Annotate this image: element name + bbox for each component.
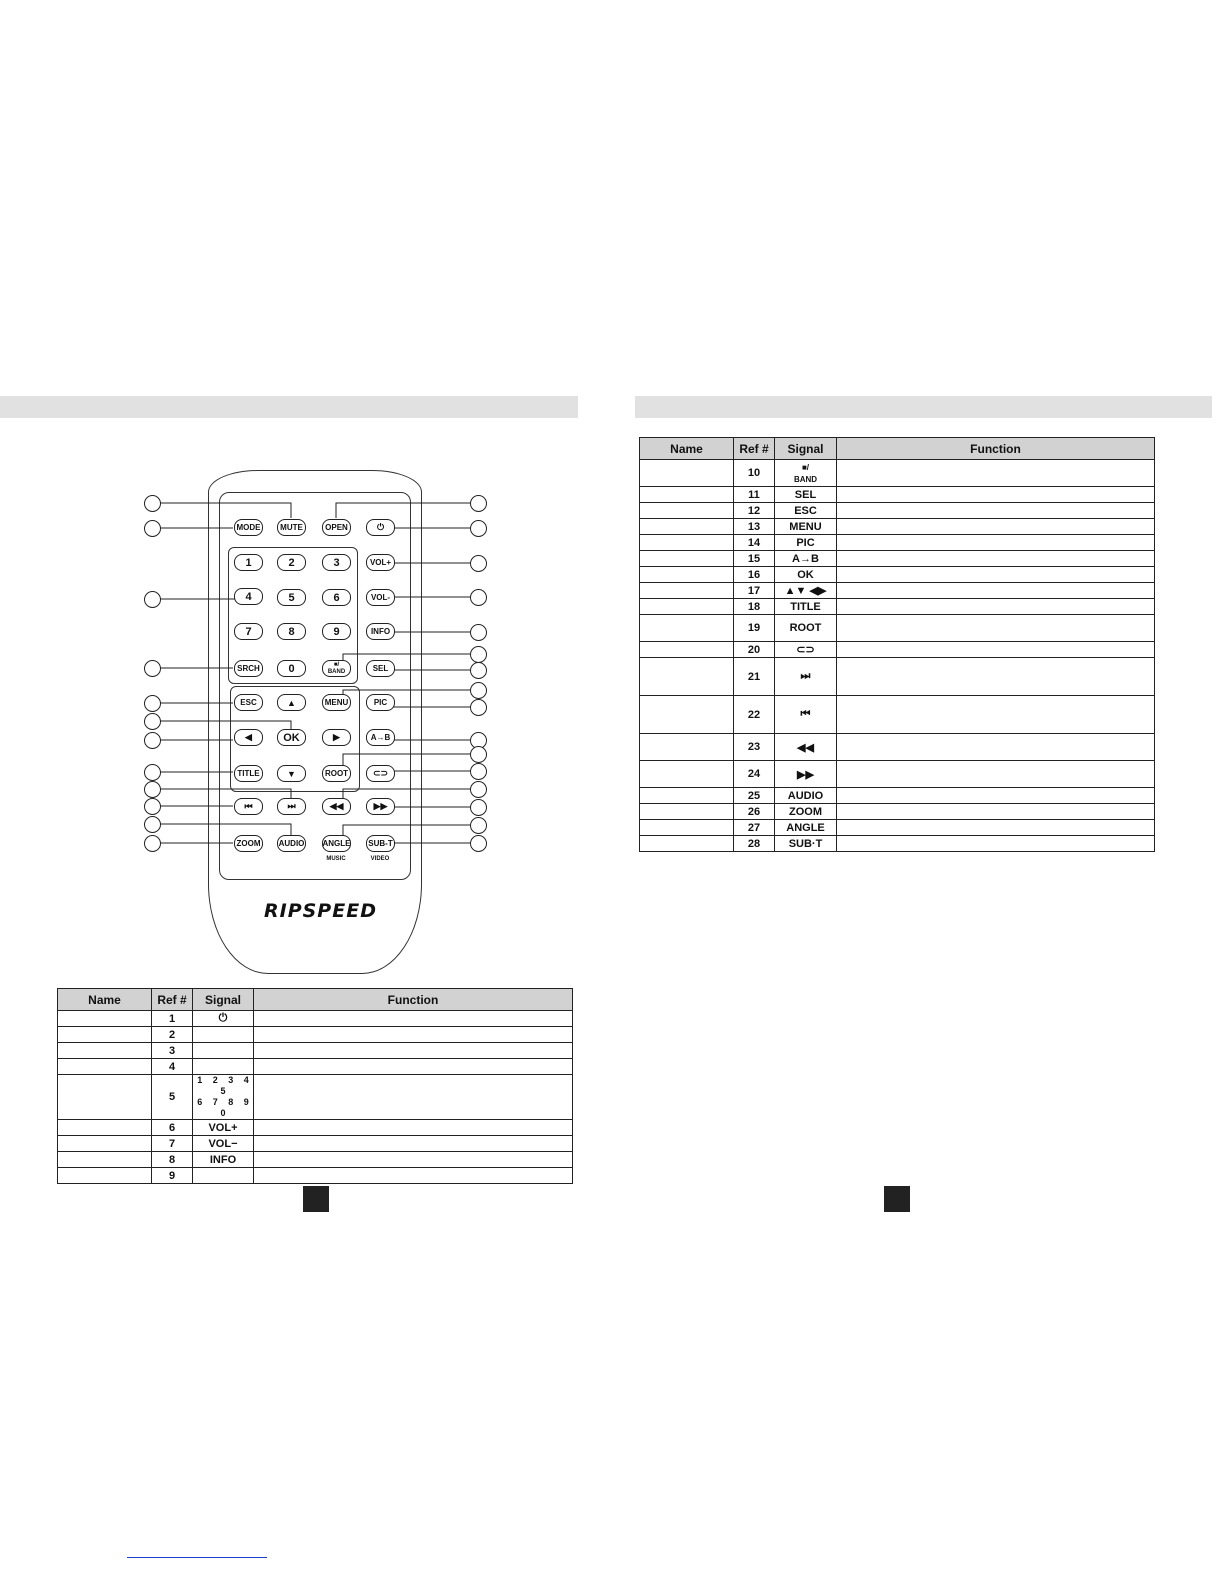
- fast-forward-icon: ▶▶: [366, 798, 395, 815]
- table-header-row: [640, 438, 1155, 460]
- info-button: INFO: [366, 623, 395, 640]
- band-line1: ■/: [801, 463, 810, 472]
- key-2-button: 2: [277, 554, 306, 571]
- callout-circle: [470, 746, 487, 763]
- ref-header: Ref #: [152, 989, 193, 1011]
- fast-forward-icon: ▶▶: [775, 761, 837, 788]
- up-arrow-icon: ▲: [277, 694, 306, 711]
- ref-cell: 4: [152, 1059, 193, 1075]
- table-row: [640, 658, 1155, 696]
- search-button: SRCH: [234, 660, 263, 677]
- signal-cell: VOL−: [193, 1136, 254, 1152]
- signal-header: Signal: [775, 438, 837, 460]
- ref-cell: 14: [734, 535, 775, 551]
- vol-down-button: VOL-: [366, 589, 395, 606]
- next-track-icon: ⏭: [277, 798, 306, 815]
- ref-cell: 18: [734, 599, 775, 615]
- signal-cell: ESC: [775, 503, 837, 519]
- signal-cell: SUB·T: [775, 836, 837, 852]
- key-8-button: 8: [277, 623, 306, 640]
- rewind-icon: ◀◀: [775, 734, 837, 761]
- page-number-marker-right: [884, 1186, 910, 1212]
- ref-cell: 5: [152, 1075, 193, 1120]
- callout-circle: [470, 520, 487, 537]
- music-sublabel: MUSIC: [326, 856, 346, 862]
- power-icon: ⏻: [193, 1011, 254, 1027]
- callout-circle: [470, 624, 487, 641]
- ref-cell: 17: [734, 583, 775, 599]
- key-7-button: 7: [234, 623, 263, 640]
- table-row: [58, 1168, 573, 1184]
- previous-track-icon: ⏮: [234, 798, 263, 815]
- key-6-button: 6: [322, 589, 351, 606]
- table-row: [58, 1152, 573, 1168]
- ref-cell: 2: [152, 1027, 193, 1043]
- ref-cell: 15: [734, 551, 775, 567]
- signal-cell: ZOOM: [775, 804, 837, 820]
- signal-header: Signal: [193, 989, 254, 1011]
- callout-circle: [470, 662, 487, 679]
- table-header-row: [58, 989, 573, 1011]
- callout-circle: [144, 781, 161, 798]
- ref-cell: 23: [734, 734, 775, 761]
- key-0-button: 0: [277, 660, 306, 677]
- ref-cell: 19: [734, 615, 775, 642]
- table-row: [640, 567, 1155, 583]
- callout-circle: [144, 520, 161, 537]
- ref-cell: 22: [734, 696, 775, 734]
- root-button: ROOT: [322, 765, 351, 782]
- callout-circle: [470, 817, 487, 834]
- signal-cell: OK: [775, 567, 837, 583]
- stop-band-icon: [775, 460, 837, 487]
- ref-cell: 10: [734, 460, 775, 487]
- number-keys-line1: 1 2 3 4 5: [197, 1075, 253, 1096]
- table-row: [58, 1136, 573, 1152]
- ok-button: OK: [277, 729, 306, 746]
- table-row: [640, 535, 1155, 551]
- table-row: [640, 599, 1155, 615]
- callout-circle: [144, 495, 161, 512]
- table-row: [58, 1059, 573, 1075]
- vol-up-button: VOL+: [366, 554, 395, 571]
- ref-cell: 3: [152, 1043, 193, 1059]
- table-row: [640, 487, 1155, 503]
- callout-circle: [144, 764, 161, 781]
- signal-cell: SEL: [775, 487, 837, 503]
- sel-button: SEL: [366, 660, 395, 677]
- previous-track-icon: ⏮: [775, 696, 837, 734]
- function-header: Function: [837, 438, 1155, 460]
- pic-button: PIC: [366, 694, 395, 711]
- ref-cell: 9: [152, 1168, 193, 1184]
- table-row: [640, 734, 1155, 761]
- signal-cell: ANGLE: [775, 820, 837, 836]
- direction-arrows-icon: ▲▼ ◀▶: [775, 583, 837, 599]
- stop-band-button: ■/ BAND: [322, 660, 351, 677]
- signal-cell: PIC: [775, 535, 837, 551]
- mute-button: MUTE: [277, 519, 306, 536]
- open-button: OPEN: [322, 519, 351, 536]
- callout-circle: [470, 555, 487, 572]
- right-function-table: [639, 437, 1155, 852]
- table-row: [640, 761, 1155, 788]
- callout-circle: [144, 713, 161, 730]
- ref-cell: 13: [734, 519, 775, 535]
- ref-cell: 27: [734, 820, 775, 836]
- table-row: [58, 1043, 573, 1059]
- table-row: [640, 503, 1155, 519]
- next-track-icon: ⏭: [775, 658, 837, 696]
- callout-circle: [470, 835, 487, 852]
- ref-cell: 8: [152, 1152, 193, 1168]
- ref-header: Ref #: [734, 438, 775, 460]
- rewind-icon: ◀◀: [322, 798, 351, 815]
- function-header: Function: [254, 989, 573, 1011]
- table-row: [58, 1120, 573, 1136]
- signal-cell: VOL+: [193, 1120, 254, 1136]
- repeat-icon: ⊂⊃: [366, 765, 395, 782]
- callout-circle: [144, 835, 161, 852]
- ref-cell: 25: [734, 788, 775, 804]
- audio-button: AUDIO: [277, 835, 306, 852]
- menu-button: MENU: [322, 694, 351, 711]
- video-sublabel: VIDEO: [370, 856, 390, 862]
- mode-button: MODE: [234, 519, 263, 536]
- table-row: [640, 820, 1155, 836]
- callout-circle: [144, 591, 161, 608]
- table-row: [640, 642, 1155, 658]
- ref-cell: 21: [734, 658, 775, 696]
- zoom-button: ZOOM: [234, 835, 263, 852]
- callout-circle: [470, 589, 487, 606]
- down-arrow-icon: ▼: [277, 765, 306, 782]
- ref-cell: 20: [734, 642, 775, 658]
- brand-logo: RIPSPEED: [264, 900, 377, 922]
- esc-button: ESC: [234, 694, 263, 711]
- signal-cell: A→B: [775, 551, 837, 567]
- table-row: [640, 519, 1155, 535]
- callout-circle: [144, 695, 161, 712]
- callout-circle: [144, 816, 161, 833]
- callout-circle: [144, 660, 161, 677]
- left-function-table: [57, 988, 573, 1184]
- table-row: [640, 788, 1155, 804]
- callout-circle: [470, 682, 487, 699]
- signal-cell: TITLE: [775, 599, 837, 615]
- repeat-icon: ⊂⊃: [775, 642, 837, 658]
- callout-circle: [470, 781, 487, 798]
- table-row: [640, 836, 1155, 852]
- ref-cell: 26: [734, 804, 775, 820]
- table-row: [640, 460, 1155, 487]
- key-9-button: 9: [322, 623, 351, 640]
- signal-cell: [193, 1059, 254, 1075]
- key-1-button: 1: [234, 554, 263, 571]
- callout-circle: [144, 732, 161, 749]
- ref-cell: 11: [734, 487, 775, 503]
- signal-cell: AUDIO: [775, 788, 837, 804]
- ref-cell: 6: [152, 1120, 193, 1136]
- table-row: [640, 615, 1155, 642]
- ref-cell: 7: [152, 1136, 193, 1152]
- left-arrow-icon: ◀: [234, 729, 263, 746]
- power-button: ⏻: [366, 519, 395, 536]
- band-line2: BAND: [793, 475, 818, 484]
- name-header: Name: [640, 438, 734, 460]
- callout-circle: [470, 699, 487, 716]
- table-row: [640, 583, 1155, 599]
- sub-t-button: SUB-T: [366, 835, 395, 852]
- table-row: [640, 804, 1155, 820]
- ref-cell: 16: [734, 567, 775, 583]
- signal-cell: [193, 1043, 254, 1059]
- page-number-marker-left: [303, 1186, 329, 1212]
- table-row: [58, 1011, 573, 1027]
- callout-circle: [470, 495, 487, 512]
- table-row: [640, 696, 1155, 734]
- ref-cell: 1: [152, 1011, 193, 1027]
- signal-cell: [193, 1075, 254, 1120]
- table-row: [640, 551, 1155, 567]
- key-3-button: 3: [322, 554, 351, 571]
- table-row: [58, 1075, 573, 1120]
- signal-cell: MENU: [775, 519, 837, 535]
- signal-cell: [193, 1168, 254, 1184]
- ref-cell: 12: [734, 503, 775, 519]
- title-button: TITLE: [234, 765, 263, 782]
- right-arrow-icon: ▶: [322, 729, 351, 746]
- number-keys-line2: 6 7 8 9 0: [197, 1097, 253, 1118]
- signal-cell: ROOT: [775, 615, 837, 642]
- name-header: Name: [58, 989, 152, 1011]
- footer-link-underline: [127, 1557, 267, 1558]
- table-row: [58, 1027, 573, 1043]
- key-4-button: 4: [234, 588, 263, 605]
- signal-cell: [193, 1027, 254, 1043]
- signal-cell: INFO: [193, 1152, 254, 1168]
- a-b-button: A→B: [366, 729, 395, 746]
- callout-circle: [470, 646, 487, 663]
- callout-circle: [470, 799, 487, 816]
- ref-cell: 24: [734, 761, 775, 788]
- key-5-button: 5: [277, 589, 306, 606]
- angle-button: ANGLE: [322, 835, 351, 852]
- ref-cell: 28: [734, 836, 775, 852]
- callout-circle: [470, 763, 487, 780]
- callout-circle: [144, 798, 161, 815]
